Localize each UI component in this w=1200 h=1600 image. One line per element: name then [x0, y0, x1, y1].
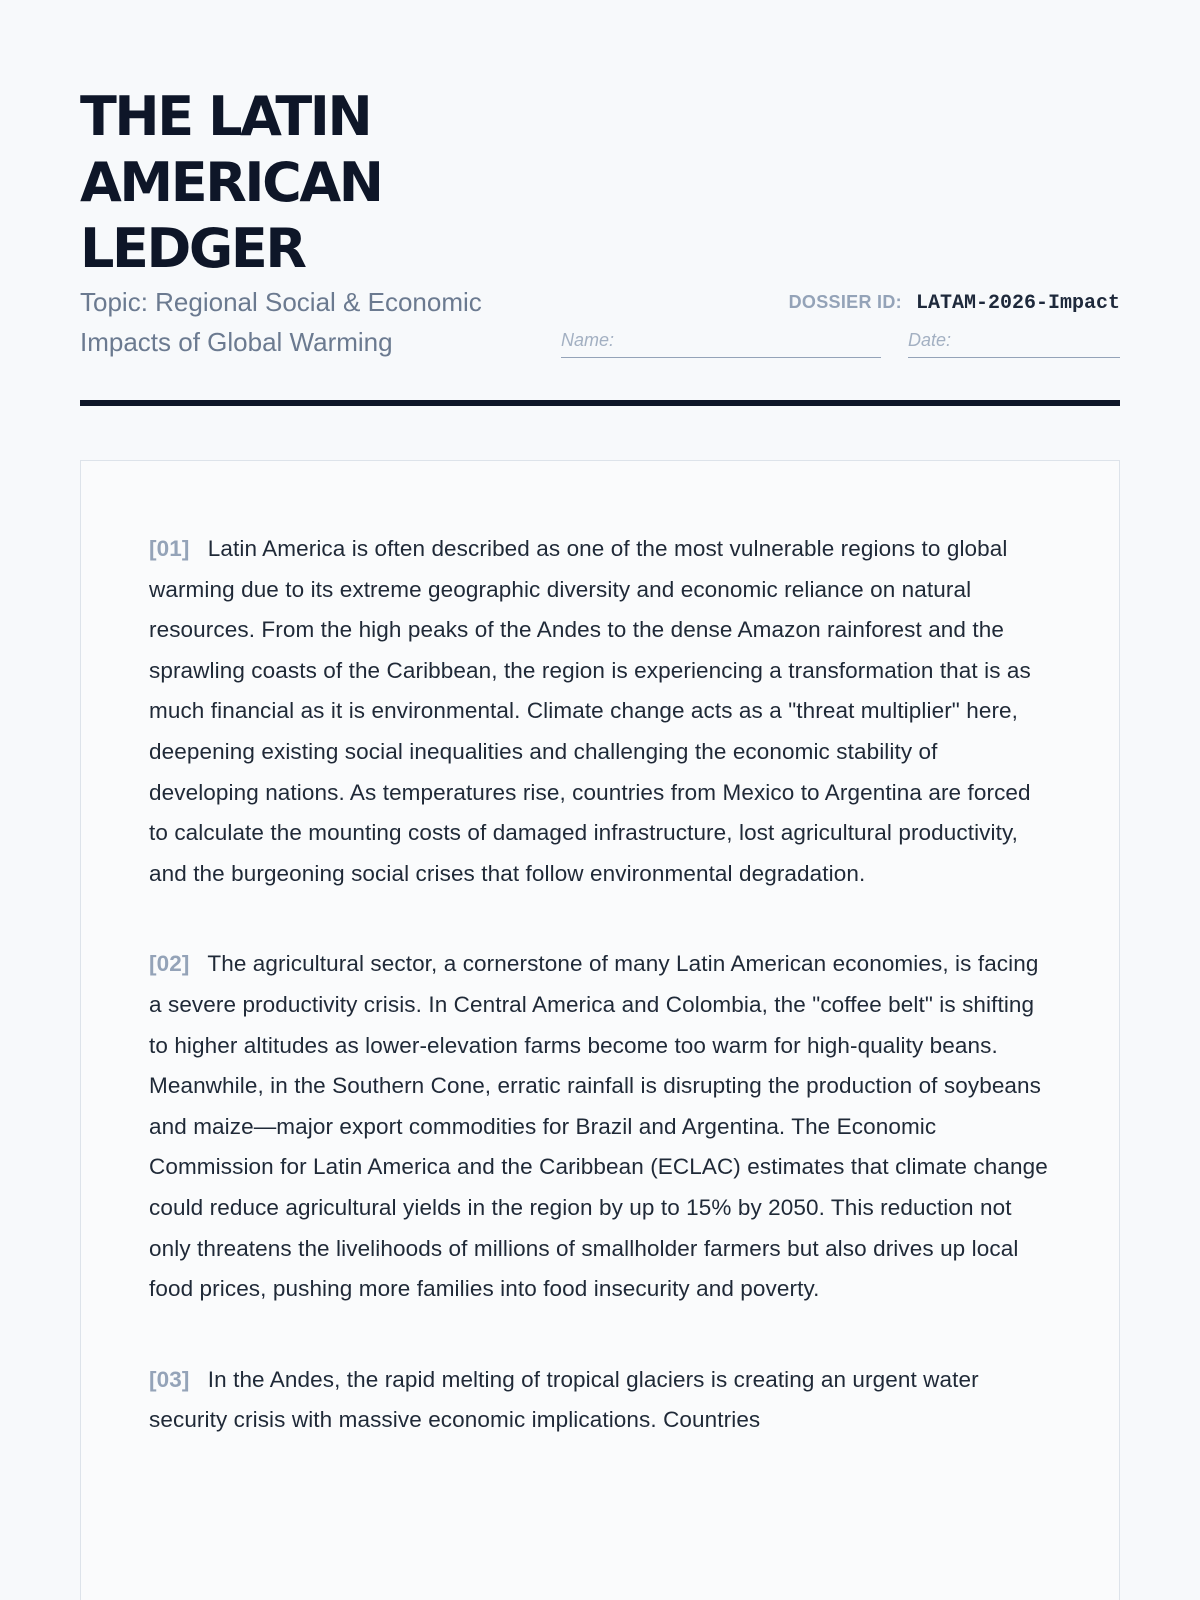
dossier-id-value: LATAM-2026-Impact	[915, 292, 1120, 315]
paragraph-text: In the Andes, the rapid melting of tropical glaciers is creating an urgent water security crisis with massive economic implications. Countries	[149, 1366, 979, 1433]
paragraph-02	[81, 944, 1119, 1309]
paragraph-text: The agricultural sector, a cornerstone of many Latin American economies, is facing a severe productivity crisis. In Central America and Colombia, the "coffee belt" is shifting to higher altitudes as lower-elevation farms become too warm for high-quality beans. Meanwhile, in the Southern Cone, erratic rainfall is disrupting the production of soybeans and maize—major export commodities for Brazil and Argentina. The Economic Commission for Latin America and the Caribbean (ECLAC) estimates that climate change could reduce agricultural yields in the region by up to 15% by 2050. This reduction not only threatens the livelihoods of millions of smallholder farmers but also drives up local food prices, pushing more families into food insecurity and poverty.	[149, 951, 1048, 1302]
paragraph-text: Latin America is often described as one of the most vulnerable regions to global warming due to its extreme geographic diversity and economic reliance on natural resources. From the high peaks of the Andes to the dense Amazon rainforest and the sprawling coasts of the Caribbean, the region is experiencing a transformation that is as much financial as it is environmental. Climate change acts as a "threat multiplier" here, deepening existing social inequalities and challenging the economic stability of developing nations. As temperatures rise, countries from Mexico to Argentina are forced to calculate the mounting costs of damaged infrastructure, lost agricultural productivity, and the burgeoning social crises that follow environmental degradation.	[149, 536, 1031, 886]
header-divider	[80, 400, 1120, 406]
dossier-id-label: DOSSIER ID:	[788, 292, 902, 312]
paragraph-01	[81, 461, 1119, 894]
date-field[interactable]	[908, 324, 1120, 358]
dossier-id	[789, 292, 1120, 315]
name-field[interactable]	[561, 324, 881, 358]
paragraph-number: [03]	[149, 1366, 190, 1392]
topic-subtitle: Topic: Regional Social & Economic Impacts of Global Warming	[80, 287, 482, 357]
content-card	[80, 460, 1120, 1600]
page-title: THE LATIN AMERICAN LEDGER	[80, 85, 382, 280]
paragraph-number: [01]	[149, 536, 190, 561]
paragraph-number: [02]	[149, 951, 190, 977]
paragraph-03	[81, 1360, 1119, 1441]
